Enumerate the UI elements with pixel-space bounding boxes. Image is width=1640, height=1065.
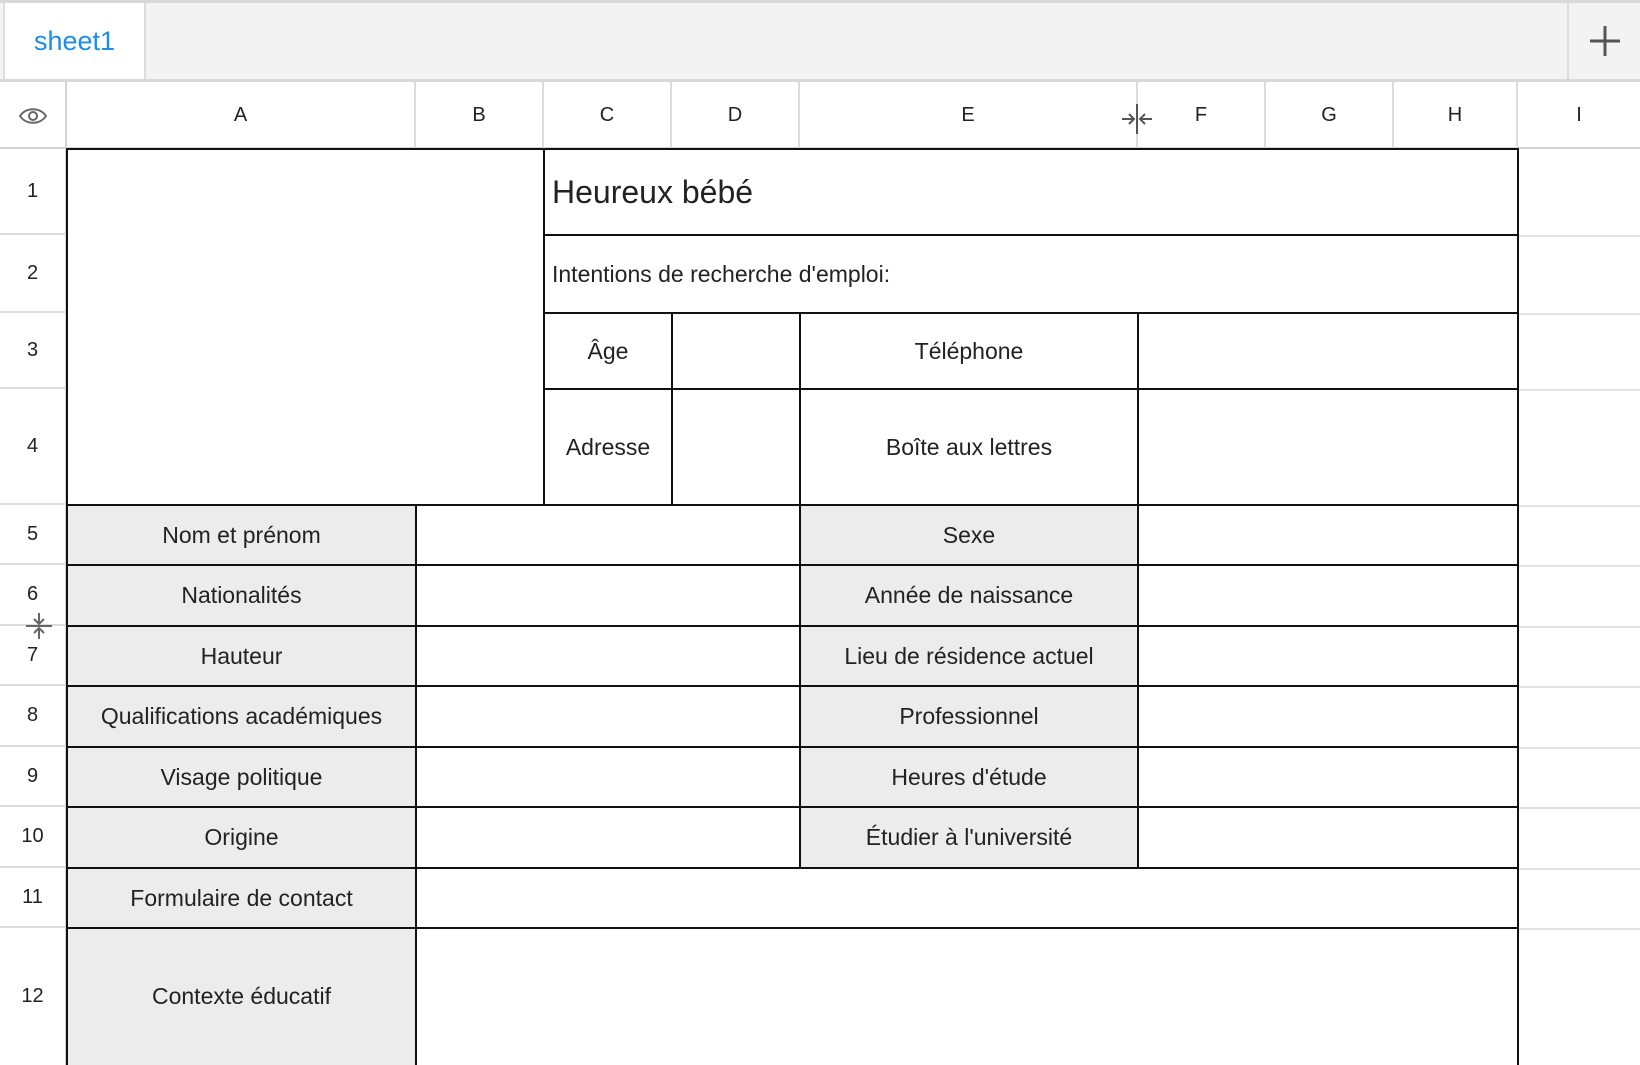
contact-form-value-cell[interactable] (416, 868, 1518, 928)
row-header-4[interactable]: 4 (0, 389, 67, 505)
gridline (1518, 868, 1640, 870)
gridline (1518, 807, 1640, 809)
age-label[interactable]: Âge (587, 337, 629, 364)
telephone-value-cell[interactable] (1138, 313, 1518, 389)
row-header-9[interactable]: 9 (0, 747, 67, 807)
border-line (543, 234, 1519, 236)
border-line (66, 927, 1519, 929)
border-line (66, 625, 1519, 627)
border-line (1137, 312, 1139, 868)
column-header-i[interactable]: I (1576, 104, 1582, 126)
border-line (66, 148, 1519, 150)
photo-cell[interactable] (67, 149, 544, 505)
row-resize-icon (24, 612, 54, 640)
border-line (66, 746, 1519, 748)
eye-icon (18, 106, 48, 126)
border-line (415, 504, 417, 1065)
telephone-label[interactable]: Téléphone (914, 337, 1024, 364)
gridline (1518, 626, 1640, 628)
height-label[interactable]: Hauteur (200, 642, 283, 669)
border-line (1517, 148, 1519, 1065)
political-status-label[interactable]: Visage politique (160, 763, 323, 790)
age-value-cell[interactable] (672, 313, 800, 389)
border-line (66, 564, 1519, 566)
mailbox-label[interactable]: Boîte aux lettres (885, 433, 1053, 460)
border-line (543, 312, 1519, 314)
border-line (799, 312, 801, 868)
job-intentions-cell[interactable]: Intentions de recherche d'emploi: (552, 260, 891, 287)
address-value-cell[interactable] (672, 389, 800, 505)
residence-label[interactable]: Lieu de résidence actuel (844, 642, 1094, 669)
gender-label[interactable]: Sexe (942, 521, 996, 548)
column-header-a[interactable]: A (67, 82, 416, 149)
origin-label[interactable]: Origine (204, 824, 279, 850)
tab-sheet1[interactable]: sheet1 (3, 3, 146, 79)
row-resize-handle[interactable] (24, 612, 54, 640)
gridline (1518, 928, 1640, 930)
add-sheet-button[interactable] (1567, 3, 1640, 79)
column-header-d[interactable]: D (672, 82, 800, 149)
gridline (1518, 505, 1640, 507)
education-background-label[interactable]: Contexte éducatif (151, 983, 331, 1009)
row-header-1[interactable]: 1 (0, 149, 67, 235)
column-header-h[interactable]: H (1394, 82, 1518, 149)
qualifications-label[interactable]: Qualifications académiques (100, 703, 383, 729)
row-header-7[interactable]: 7 (0, 626, 67, 686)
sheet-tab-bar (0, 0, 1640, 82)
border-line (543, 388, 1519, 390)
column-header-e[interactable]: E (800, 82, 1138, 149)
border-line (543, 148, 545, 506)
row-header-11[interactable]: 11 (0, 868, 67, 928)
name-label[interactable]: Nom et prénom (162, 521, 321, 548)
gridline (1518, 747, 1640, 749)
mailbox-value-cell[interactable] (1138, 389, 1518, 505)
border-line (66, 685, 1519, 687)
gridline (1518, 565, 1640, 567)
plus-icon (1588, 24, 1622, 58)
row-header-6[interactable]: 6 (0, 565, 67, 626)
border-line (66, 148, 68, 1065)
column-header-g[interactable]: G (1266, 82, 1394, 149)
study-hours-label[interactable]: Heures d'étude (891, 763, 1047, 790)
gridline (1518, 686, 1640, 688)
border-line (66, 867, 1519, 869)
visibility-toggle[interactable] (0, 82, 67, 149)
gridline (1518, 313, 1640, 315)
row-header-10[interactable]: 10 (0, 807, 67, 868)
gridline (1518, 235, 1640, 237)
contact-form-label[interactable]: Formulaire de contact (130, 884, 353, 911)
row-header-2[interactable]: 2 (0, 235, 67, 313)
column-header-f[interactable]: F (1138, 82, 1266, 149)
nationality-label[interactable]: Nationalités (181, 582, 302, 608)
column-header-b[interactable]: B (416, 82, 544, 149)
education-background-value-cell[interactable] (416, 928, 1518, 1065)
row-header-8[interactable]: 8 (0, 686, 67, 747)
border-line (671, 312, 673, 506)
professional-label[interactable]: Professionnel (899, 703, 1039, 729)
column-header-c[interactable]: C (544, 82, 672, 149)
row-header-3[interactable]: 3 (0, 313, 67, 389)
address-label[interactable]: Adresse (565, 433, 651, 460)
gridline (1518, 389, 1640, 391)
border-line (66, 504, 1519, 506)
university-label[interactable]: Étudier à l'université (865, 824, 1073, 850)
birth-year-label[interactable]: Année de naissance (864, 582, 1074, 608)
column-resize-icon (1120, 104, 1154, 134)
row-header-12[interactable]: 12 (0, 928, 67, 1065)
row-header-5[interactable]: 5 (0, 505, 67, 565)
resume-title[interactable]: Heureux bébé (552, 173, 754, 210)
column-resize-handle[interactable] (1120, 104, 1154, 134)
border-line (66, 806, 1519, 808)
